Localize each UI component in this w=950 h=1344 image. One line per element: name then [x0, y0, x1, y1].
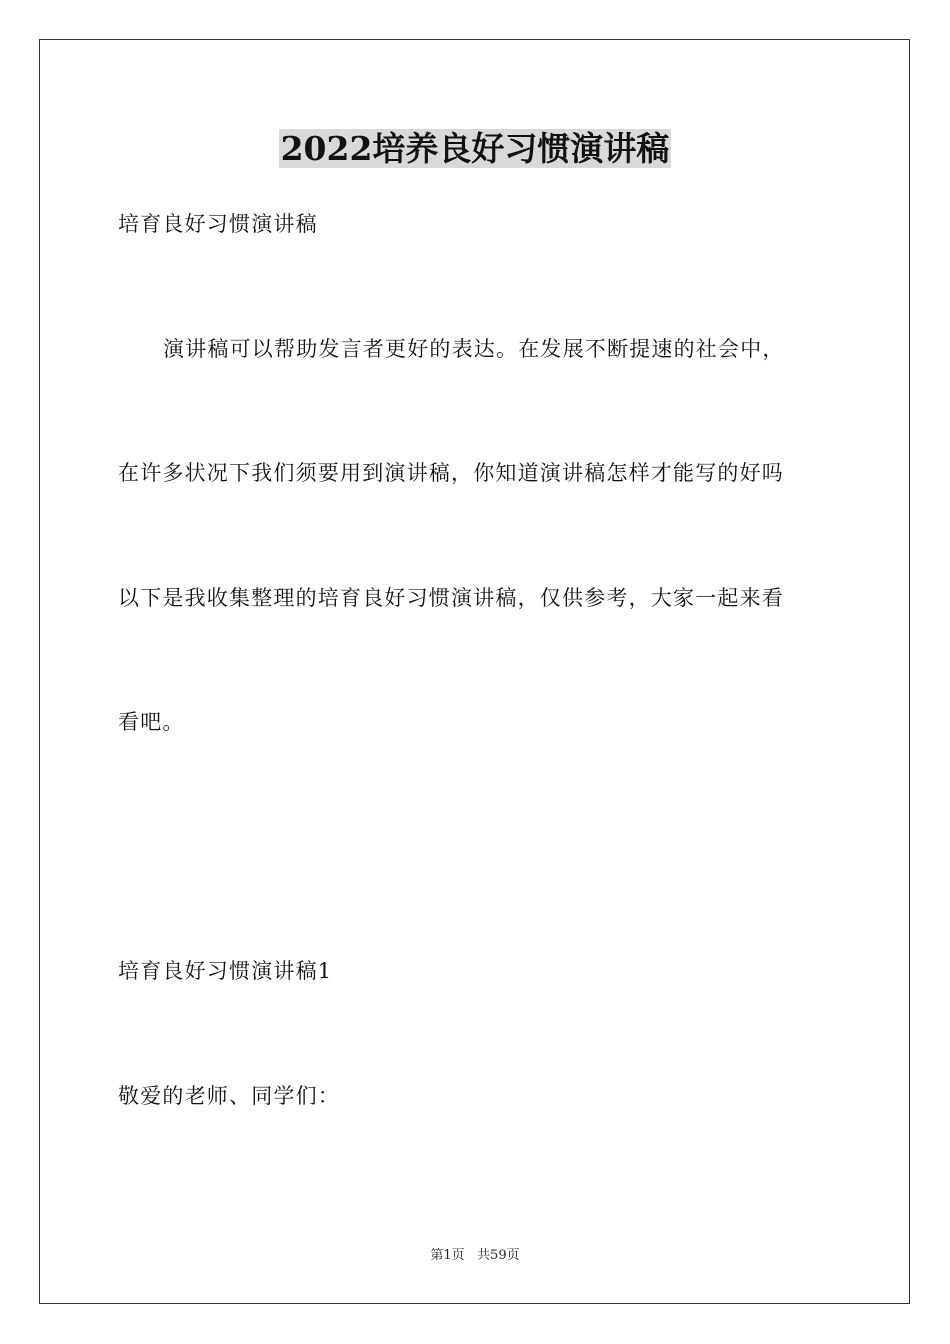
- document-title: [0, 127, 950, 171]
- page-number-footer: 第1页 共59页: [430, 1248, 520, 1263]
- document-subtitle: 培育良好习惯演讲稿: [118, 212, 318, 236]
- salutation: 敬爱的老师、同学们：: [118, 1084, 340, 1108]
- paragraph-line: 以下是我收集整理的培育良好习惯演讲稿，仅供参考，大家一起来看: [118, 586, 784, 610]
- section-heading: 培育良好习惯演讲稿1: [118, 959, 333, 983]
- paragraph-line: 看吧。: [118, 710, 185, 734]
- paragraph-line: 演讲稿可以帮助发言者更好的表达。在发展不断提速的社会中，: [163, 337, 785, 361]
- paragraph-line: 在许多状况下我们须要用到演讲稿，你知道演讲稿怎样才能写的好吗: [118, 461, 784, 485]
- document-title-text: 2022培养良好习惯演讲稿: [280, 129, 670, 168]
